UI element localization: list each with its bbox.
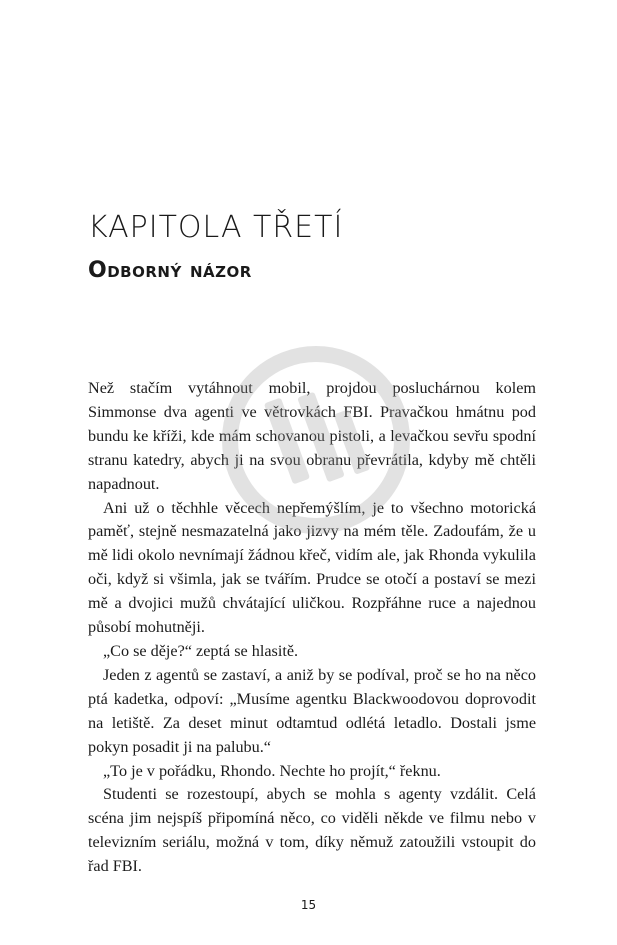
paragraph: „To je v pořádku, Rhondo. Nechte ho projít,“ řeknu.: [103, 761, 441, 780]
paragraph: Než stačím vytáhnout mobil, projdou posluchárnou kolem Simmonse dva agenti ve větrovkách FBI. Pravačkou hmátnu pod bundu ke kříži, kde mám schovanou pistoli, a levačkou sevřu spodní stranu katedry, abych ji na svou obranu převrátila, kdyby mě chtěli napadnout.: [88, 379, 536, 493]
chapter-title: KAPITOLA TŘETÍ: [88, 210, 344, 245]
paragraph: Ani už o těchhle věcech nepřemýšlím, je to všechno motorická paměť, stejně nesmazatelná jako jizvy na mém těle. Zadoufám, že u mě lidi okolo nevnímají žádnou křeč, vidím ale, jak Rhonda vykulila oči, když si všimla, jak se tvářím. Prudce se otočí a postaví se mezi mě a dvojici mužů chvátající uličkou. Rozpřáhne ruce a najednou působí mohutněji.: [88, 498, 536, 637]
chapter-body: [88, 377, 536, 879]
chapter-subtitle: Odborný názor: [88, 258, 252, 283]
page-number: 15: [300, 898, 317, 912]
paragraph: „Co se děje?“ zeptá se hlasitě.: [103, 641, 299, 660]
paragraph: Jeden z agentů se zastaví, a aniž by se podíval, proč se ho na něco ptá kadetka, odpoví: „Musíme agentku Blackwoodovou doprovodit na letiště. Za deset minut odtamtud odlétá letadlo. Dostali jsme pokyn posadit ji na palubu.“: [88, 665, 536, 756]
paragraph: Studenti se rozestoupí, abych se mohla s agenty vzdálit. Celá scéna jim nejspíš připomíná něco, co viděli někde ve filmu nebo v televizním seriálu, možná v tom, díky němuž zatoužili vstoupit do řad FBI.: [88, 785, 536, 876]
